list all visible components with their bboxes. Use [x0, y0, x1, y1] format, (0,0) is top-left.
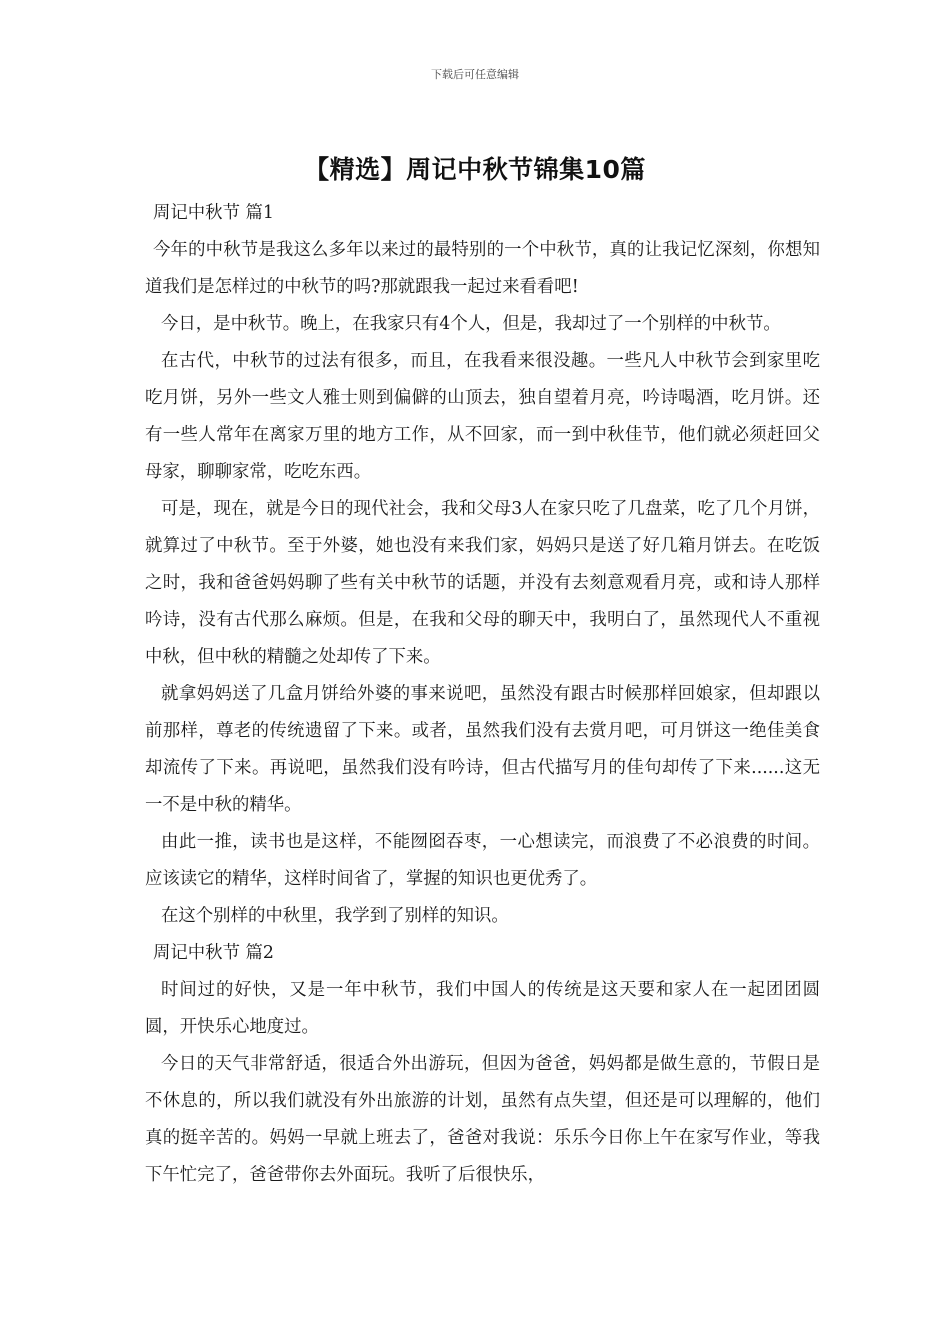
paragraph: 今年的中秋节是我这么多年以来过的最特别的一个中秋节，真的让我记忆深刻，你想知道我们是怎样过的中秋节的吗?那就跟我一起过来看看吧! — [145, 240, 820, 297]
paragraph: 在古代，中秋节的过法有很多，而且，在我看来很没趣。一些凡人中秋节会到家里吃吃月饼，另外一些文人雅士则到偏僻的山顶去，独自望着月亮，吟诗喝酒，吃月饼。还有一些人常年在离家万里的地方工作，从不回家，而一到中秋佳节，他们就必须赶回父母家，聊聊家常，吃吃东西。 — [145, 351, 820, 482]
header-note: 下载后可任意编辑 — [431, 68, 519, 81]
paragraph: 就拿妈妈送了几盒月饼给外婆的事来说吧，虽然没有跟古时候那样回娘家，但却跟以前那样，尊老的传统遗留了下来。或者，虽然我们没有去赏月吧，可月饼这一绝佳美食却流传了下来。再说吧，虽然我们没有吟诗，但古代描写月的佳句却传了下来......这无一不是中秋的精华。 — [145, 684, 820, 815]
paragraph: 可是，现在，就是今日的现代社会，我和父母3人在家只吃了几盘菜，吃了几个月饼，就算过了中秋节。至于外婆，她也没有来我们家，妈妈只是送了好几箱月饼去。在吃饭之时，我和爸爸妈妈聊了些有关中秋节的话题，并没有去刻意观看月亮，或和诗人那样吟诗，没有古代那么麻烦。但是，在我和父母的聊天中，我明白了，虽然现代人不重视中秋，但中秋的精髓之处却传了下来。 — [145, 499, 820, 667]
paragraph: 今日，是中秋节。晚上，在我家只有4个人，但是，我却过了一个别样的中秋节。 — [161, 314, 781, 334]
document-body — [145, 195, 820, 1194]
section-heading: 周记中秋节 篇2 — [153, 943, 274, 963]
paragraph: 由此一推，读书也是这样，不能囫囵吞枣，一心想读完，而浪费了不必浪费的时间。应该读它的精华，这样时间省了，掌握的知识也更优秀了。 — [145, 832, 820, 889]
paragraph: 今日的天气非常舒适，很适合外出游玩，但因为爸爸，妈妈都是做生意的，节假日是不休息的，所以我们就没有外出旅游的计划，虽然有点失望，但还是可以理解的，他们真的挺辛苦的。妈妈一早就上班去了，爸爸对我说：乐乐今日你上午在家写作业，等我下午忙完了，爸爸带你去外面玩。我听了后很快乐， — [145, 1054, 820, 1185]
section-heading: 周记中秋节 篇1 — [153, 203, 274, 223]
document-title: 【精选】周记中秋节锦集10篇 — [304, 155, 646, 184]
paragraph: 时间过的好快，又是一年中秋节，我们中国人的传统是这天要和家人在一起团团圆圆，开快乐心地度过。 — [145, 980, 820, 1037]
paragraph: 在这个别样的中秋里，我学到了别样的知识。 — [161, 906, 509, 926]
